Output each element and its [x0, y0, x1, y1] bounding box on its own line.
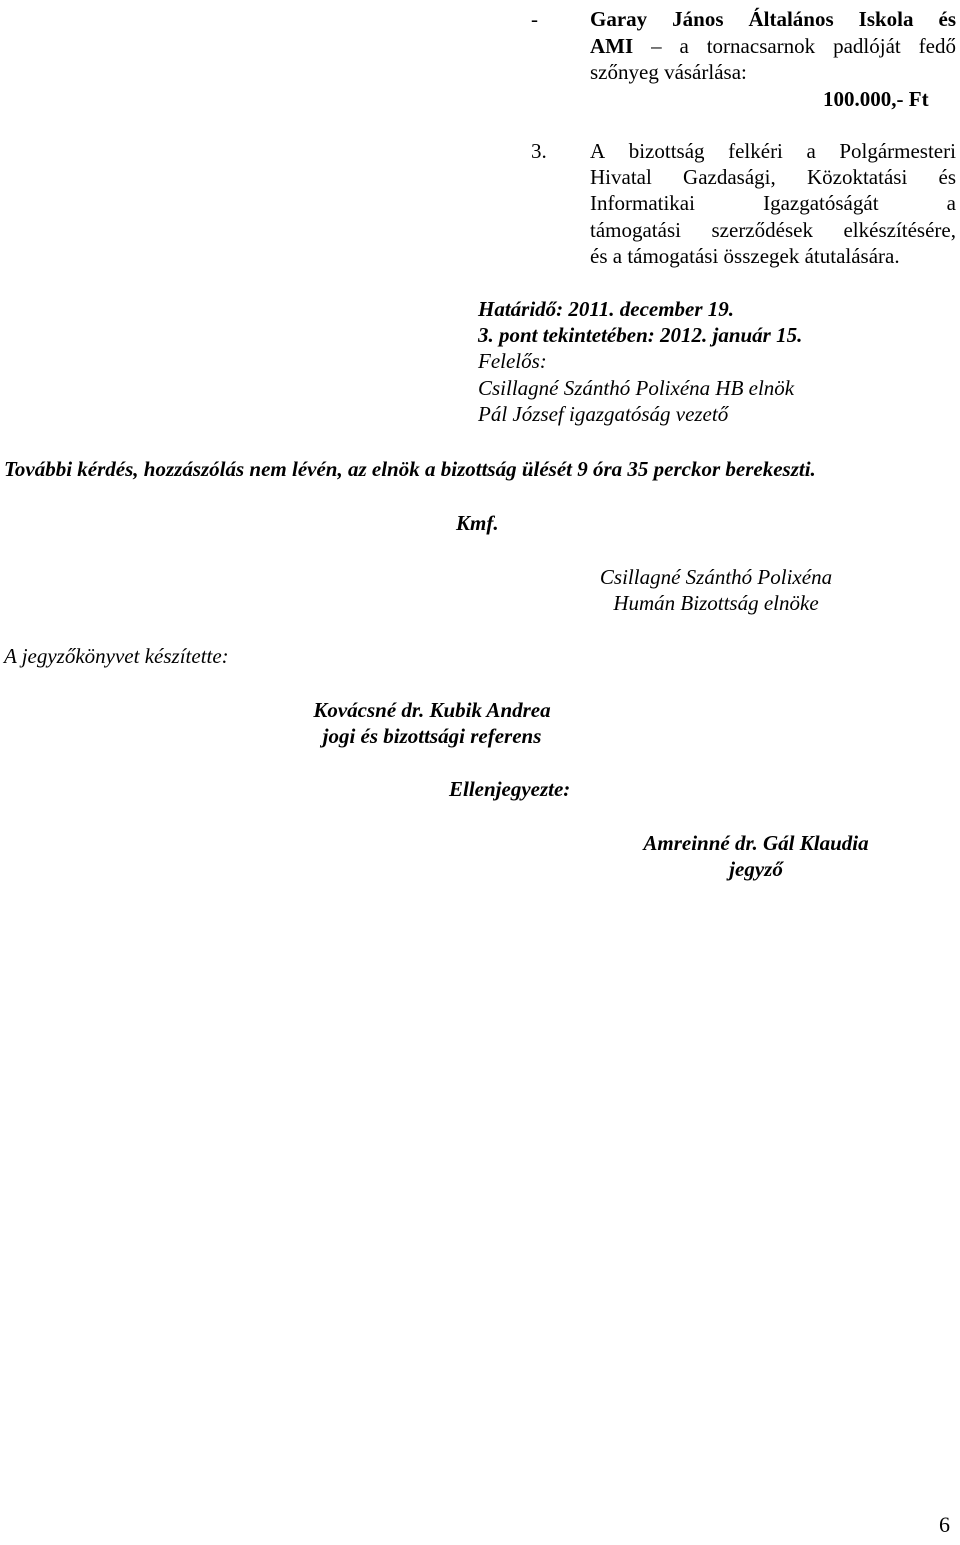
item-line-3: szőnyeg vásárlása:: [590, 60, 747, 84]
point3-line-3: Informatikai Igazgatóságát a: [590, 191, 956, 215]
item-amount: 100.000,- Ft: [823, 87, 929, 111]
item-line-2: AMI – a tornacsarnok padlóját fedő: [590, 34, 956, 58]
responsible-label: Felelős:: [478, 349, 547, 373]
point3-line-2: Hivatal Gazdasági, Közoktatási és: [590, 165, 956, 189]
notary-title: jegyző: [729, 857, 783, 881]
point3-line-5: és a támogatási összegek átutalására.: [590, 244, 900, 268]
point3-line-1: A bizottság felkéri a Polgármesteri: [590, 139, 956, 163]
chair-title: Humán Bizottság elnöke: [613, 591, 819, 615]
deadline-line-1: Határidő: 2011. december 19.: [478, 297, 735, 321]
minutes-by-label: A jegyzőkönyvet készítette:: [4, 644, 229, 668]
notary-name: Amreinné dr. Gál Klaudia: [643, 831, 869, 855]
kmf-label: Kmf.: [456, 511, 499, 535]
chair-name: Csillagné Szánthó Polixéna: [599, 565, 833, 589]
recorder-name: Kovácsné dr. Kubik Andrea: [313, 698, 551, 722]
item-line-1: Garay János Általános Iskola és: [590, 7, 956, 31]
page-number: 6: [939, 1512, 950, 1537]
responsible-person-1: Csillagné Szánthó Polixéna HB elnök: [478, 376, 795, 400]
closing-sentence: További kérdés, hozzászólás nem lévén, az elnök a bizottság ülését 9 óra 35 perckor berekeszti.: [4, 457, 816, 481]
recorder-title: jogi és bizottsági referens: [322, 724, 542, 748]
deadline-line-2: 3. pont tekintetében: 2012. január 15.: [478, 323, 803, 347]
list-dash: -: [531, 7, 538, 31]
point-number: 3.: [531, 139, 547, 163]
point3-line-4: támogatási szerződések elkészítésére,: [590, 218, 956, 242]
responsible-person-2: Pál József igazgatóság vezető: [478, 402, 729, 426]
countersigned-label: Ellenjegyezte:: [449, 777, 571, 801]
